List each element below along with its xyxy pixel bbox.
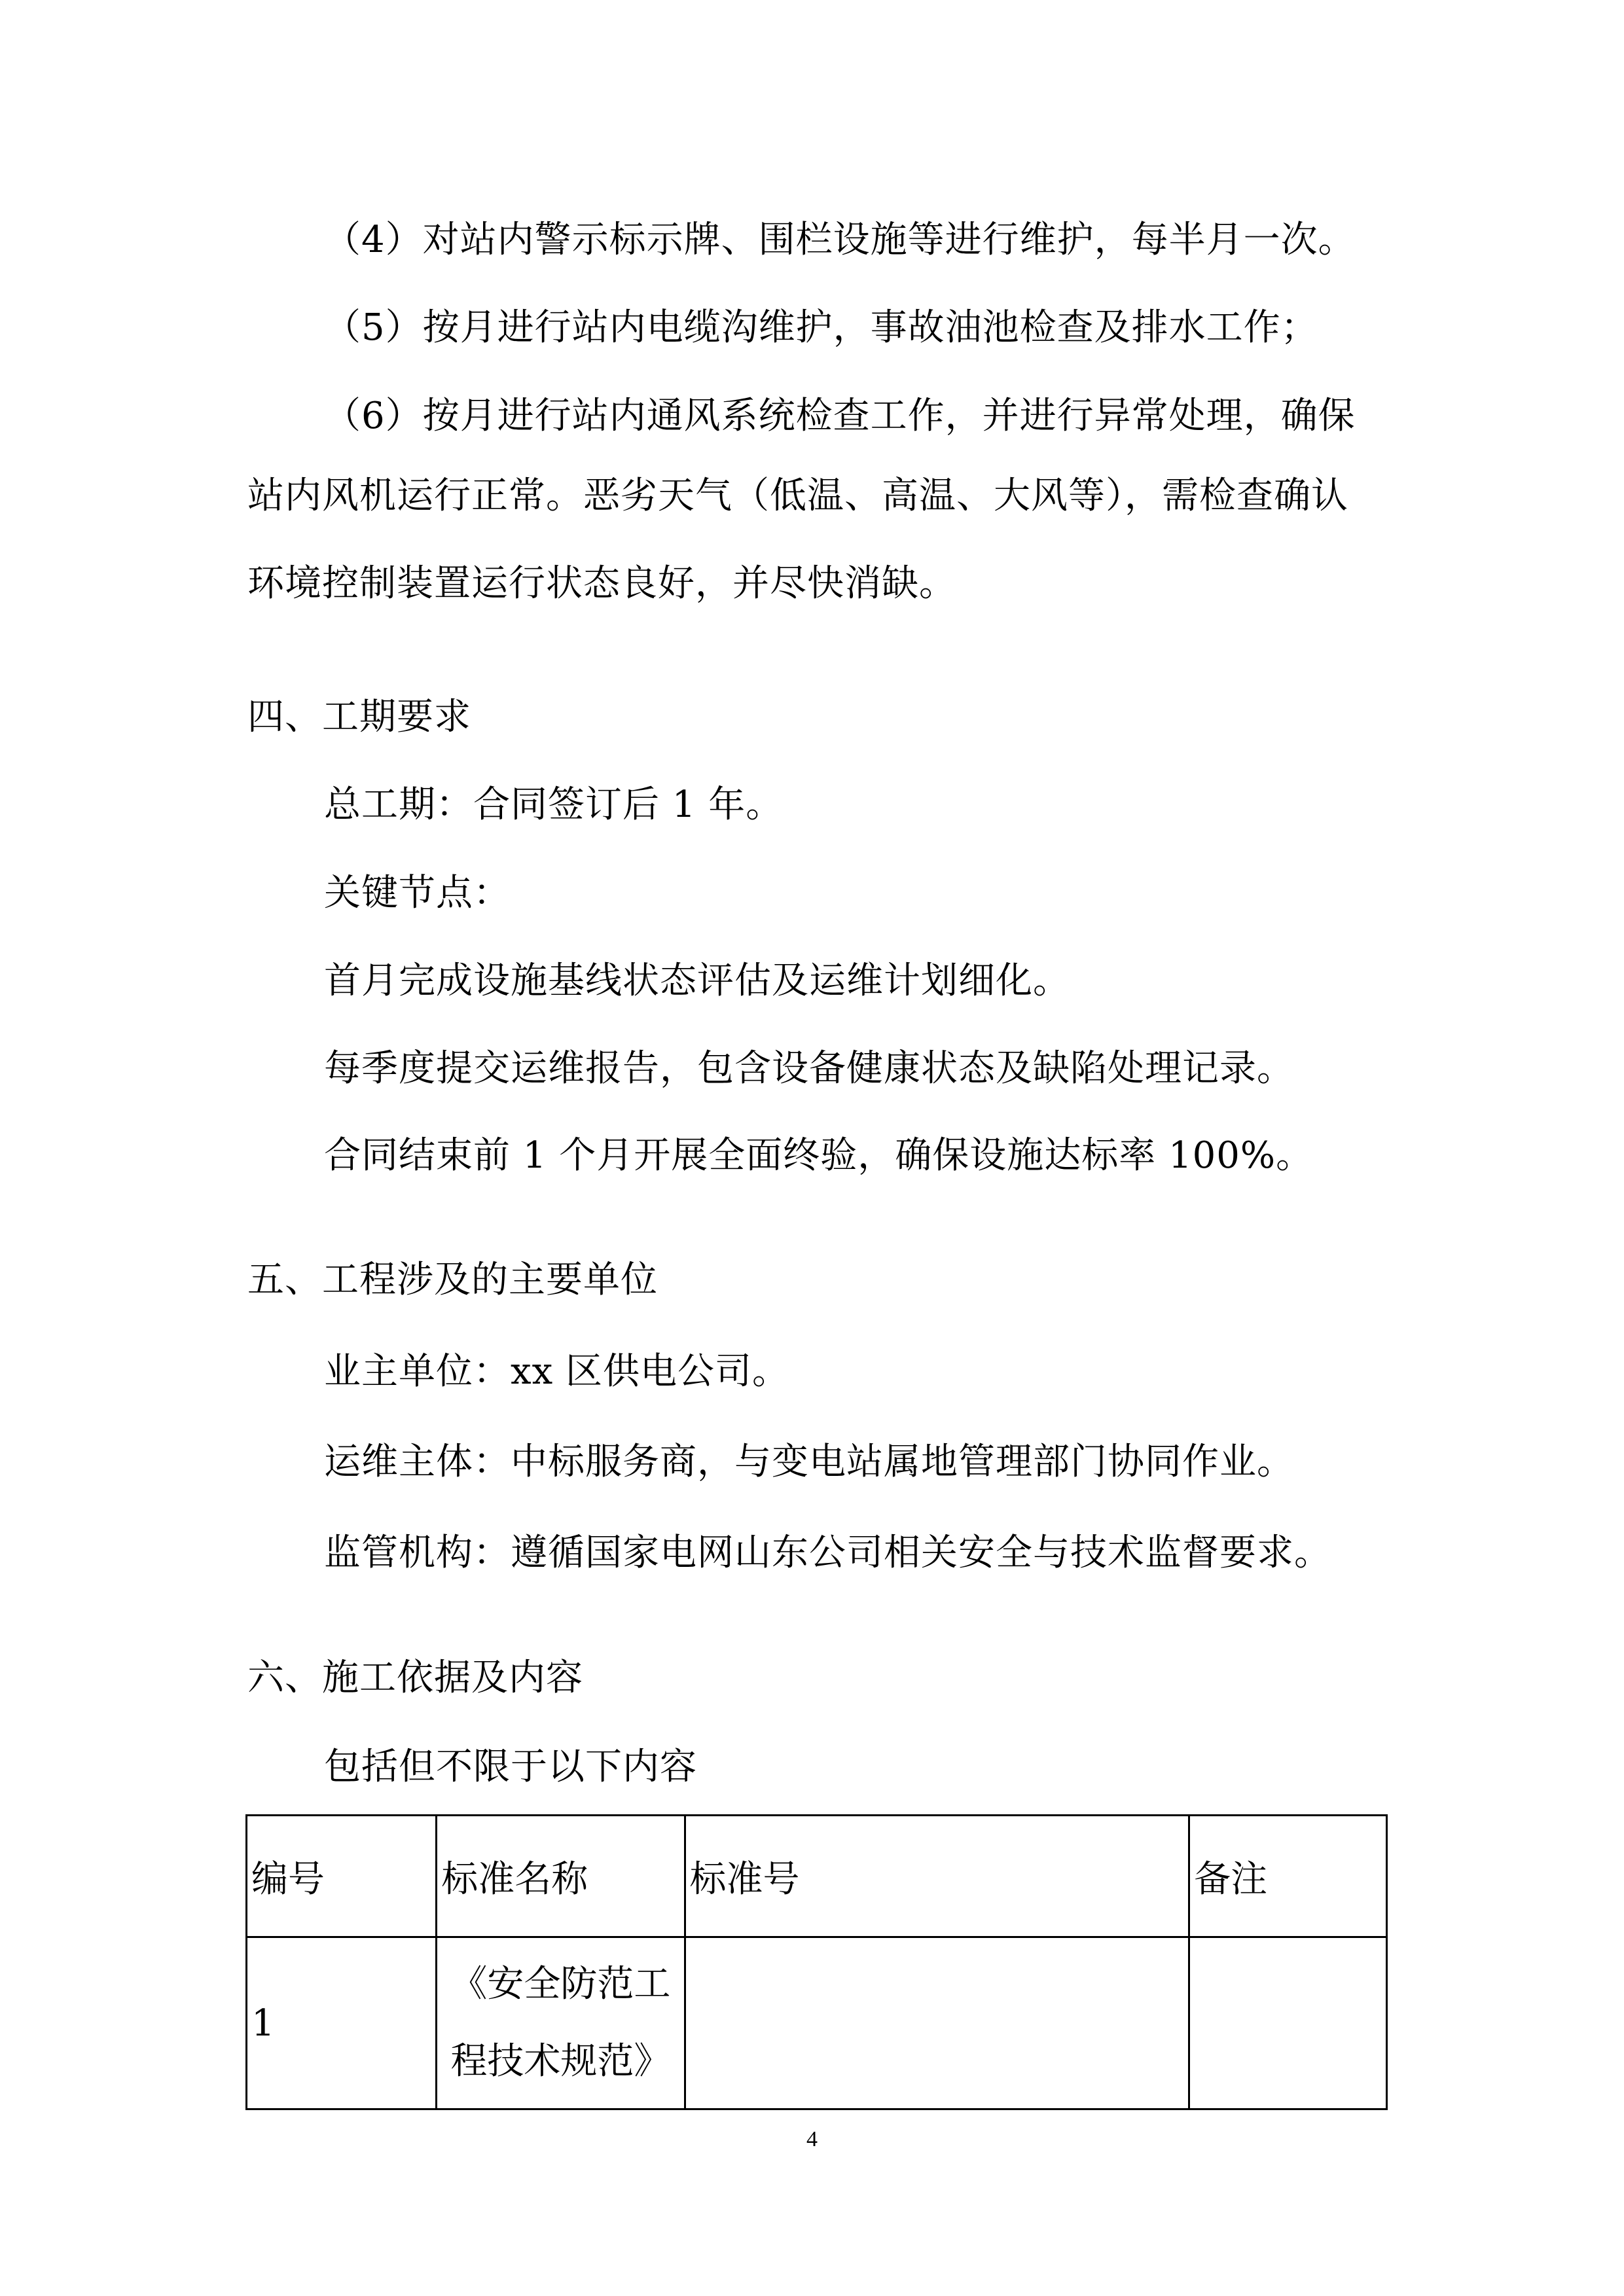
key-nodes-label: 关键节点： — [324, 872, 511, 914]
header-standard-code: 标准号 — [685, 1816, 1189, 1937]
standards-table — [245, 1814, 1388, 2110]
cell-number: 1 — [247, 1937, 437, 2109]
header-number: 编号 — [247, 1816, 437, 1937]
section-6-intro: 包括但不限于以下内容 — [324, 1746, 697, 1788]
total-duration: 总工期：合同签订后 1 年。 — [324, 783, 784, 826]
paragraph-item-6-line-3: 环境控制装置运行状态良好，并尽快消缺。 — [247, 562, 956, 605]
key-node-3: 合同结束前 1 个月开展全面终验，确保设施达标率 100%。 — [324, 1134, 1314, 1177]
cell-standard-name-line-2: 程技术规范》 — [450, 2040, 671, 2083]
header-remark: 备注 — [1189, 1816, 1387, 1937]
paragraph-item-5: （5）按月进行站内电缆沟维护，事故油池检查及排水工作； — [324, 306, 1318, 349]
section-4-heading: 四、工期要求 — [247, 696, 471, 738]
cell-standard-name — [437, 1937, 685, 2109]
page-number: 4 — [806, 2127, 818, 2151]
regulator-unit: 监管机构：遵循国家电网山东公司相关安全与技术监督要求。 — [324, 1532, 1331, 1574]
paragraph-item-6-line-2: 站内风机运行正常。恶劣天气（低温、高温、大风等），需检查确认 — [247, 475, 1348, 517]
key-node-1: 首月完成设施基线状态评估及运维计划细化。 — [324, 960, 1070, 1002]
section-5-heading: 五、工程涉及的主要单位 — [247, 1259, 658, 1301]
section-6-heading: 六、施工依据及内容 — [247, 1657, 583, 1699]
cell-standard-code — [685, 1937, 1189, 2109]
operator-unit: 运维主体：中标服务商，与变电站属地管理部门协同作业。 — [324, 1441, 1294, 1483]
cell-standard-name-line-1: 《安全防范工 — [450, 1963, 671, 2005]
table-row — [247, 1937, 1387, 2109]
paragraph-item-6-line-1: （6）按月进行站内通风系统检查工作，并进行异常处理，确保 — [324, 395, 1356, 437]
owner-unit: 业主单位：xx 区供电公司。 — [324, 1350, 789, 1393]
cell-remark — [1189, 1937, 1387, 2109]
key-node-2: 每季度提交运维报告，包含设备健康状态及缺陷处理记录。 — [324, 1047, 1294, 1090]
header-standard-name: 标准名称 — [437, 1816, 685, 1937]
paragraph-item-4: （4）对站内警示标示牌、围栏设施等进行维护，每半月一次。 — [324, 219, 1356, 261]
table-header-row — [247, 1816, 1387, 1937]
